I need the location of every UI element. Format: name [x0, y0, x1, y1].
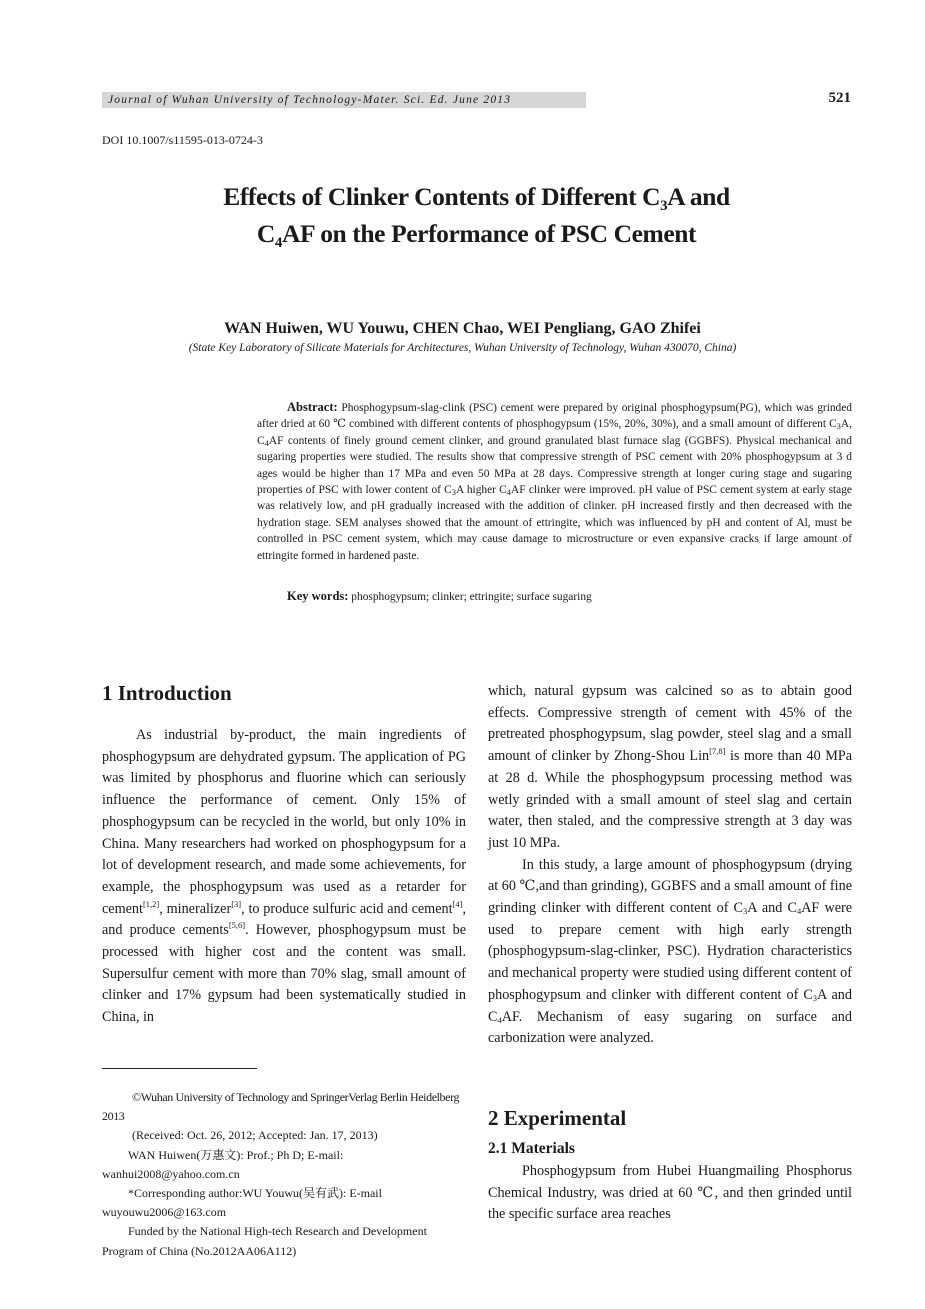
citation[interactable]: [7,8] [709, 746, 726, 757]
body-text: As industrial by-product, the main ingredients of phosphogypsum are dehydrated gypsum. The application of PG was limited by phosphorus and fluorine which can seriously influence the performance of cement. Only 15% of phosphogypsum can be recycled in the world, but only 10% in China. Many researchers had worked on phosphogypsum for a lot of development research, and made some achievements, for example, the phosphogypsum was used as a retarder for cement [102, 727, 466, 917]
body-text: , and produce cements [102, 900, 466, 939]
footnotes [102, 1088, 466, 1261]
body-text: is more than 40 MPa at 28 d. While the phosphogypsum processing method was wetly grinded with a small amount of steel slag and certain water, then staled, and the compressive strength at 3 day was just 10 MPa. [488, 748, 853, 851]
paper-title [120, 178, 833, 252]
materials-column [488, 1161, 852, 1226]
funding-note: Funded by the National High-tech Research and Development Program of China (No.2012AA06A112) [102, 1224, 427, 1258]
body-text: AF. Mechanism of easy sugaring on surface and carbonization were analyzed. [488, 1008, 852, 1047]
abstract-text: Phosphogypsum-slag-clink (PSC) cement were prepared by original phosphogypsum(PG), which was grinded after dried at 60 ℃ combined with different contents of phosphogypsum (15%, 20%, 30%), and a small amount of different C [257, 402, 852, 431]
body-paragraph [488, 855, 852, 1050]
abstract-text: AF clinker were improved. pH value of PSC cement system at early stage was relatively low, and pH gradually increased with the addition of clinker. pH increased firstly and then decreased with the hydration stage. SEM analyses showed that the amount of ettringite, which was influenced by pH and content of Al, must be controlled in PSC cement system, which may cause damage to microstructure or even expansive cracks if large amount of ettringite formed in hardened paste. [257, 484, 852, 562]
author-note: WAN Huiwen(万惠文): Prof.; Ph D; E-mail: wanhui2008@yahoo.com.cn [102, 1147, 344, 1181]
body-text: , mineralizer [159, 900, 232, 917]
abstract-label: Abstract: [287, 400, 338, 414]
footnote-divider [102, 1068, 257, 1069]
received-note: (Received: Oct. 26, 2012; Accepted: Jan. 17, 2013) [132, 1128, 378, 1143]
authors: WAN Huiwen, WU Youwu, CHEN Chao, WEI Pengliang, GAO Zhifei [224, 320, 701, 337]
body-text: which, natural gypsum was calcined so as to abtain good effects. Compressive strength of cement with 45% of the pretreated phosphogypsum, slag powder, steel slag and a small amount of clinker by Zhong-Shou Lin [488, 683, 852, 765]
abstract-text: AF contents of finely ground cement clinker, and ground granulated blast furnace slag (GGBFS). Physical mechanical and sugaring properties were studied. The results show that compressive strength of PSC cement with 20% phosphogypsum at 3 d ages would be higher than 17 MPa and even 50 MPa at 28 days. Compressive strength at longer curing stage and sugaring properties of PSC with lower content of C [257, 434, 852, 497]
body-text: In this study, a large amount of phosphogypsum (drying at 60 ℃,and than grinding), GGBFS and a small amount of fine grinding clinker with different content of C [488, 856, 852, 917]
title-part: AF on the Performance of PSC Cement [281, 219, 697, 248]
subscript: 4 [506, 487, 512, 498]
title-part: C [256, 219, 275, 248]
subscript: 3 [451, 487, 457, 498]
doi: DOI 10.1007/s11595-013-0724-3 [102, 133, 263, 147]
abstract-text: A, C [257, 418, 852, 447]
abstract-text: A higher C [456, 484, 507, 497]
citation[interactable]: [5,6] [228, 920, 246, 931]
right-column [488, 681, 852, 1050]
keywords-text: phosphogypsum; clinker; ettringite; surface sugaring [348, 591, 592, 603]
affiliation: (State Key Laboratory of Silicate Materials for Architectures, Wuhan University of Technology, Wuhan 430070, China) [188, 342, 737, 354]
citation[interactable]: [3] [231, 898, 242, 909]
heading-experimental: 2 Experimental [488, 1106, 627, 1130]
subscript: 4 [796, 906, 802, 917]
body-text: , to produce sulfuric acid and cement [241, 900, 453, 917]
abstract [257, 399, 852, 564]
body-text: . However, phosphogypsum must be processed with higher cost and the content was small. Supersulfur cement with more than 70% slag, small amount of clinker and 17% gypsum had been systematically studied in China, in [102, 922, 466, 1026]
copyright-note: ©Wuhan University of Technology and SpringerVerlag Berlin Heidelberg 2013 [102, 1090, 460, 1124]
keywords [287, 589, 592, 604]
subscript: 4 [264, 437, 269, 448]
subscript: 3 [812, 992, 818, 1003]
body-text: A and C [747, 900, 797, 917]
heading-materials: 2.1 Materials [488, 1140, 575, 1157]
citation[interactable]: [4] [452, 898, 463, 909]
keywords-label: Key words: [287, 589, 349, 603]
body-paragraph [488, 681, 852, 855]
heading-introduction: 1 Introduction [102, 681, 232, 705]
title-subscript: 4 [274, 235, 282, 251]
intro-column [102, 725, 466, 1029]
body-paragraph: Phosphogypsum from Hubei Huangmailing Phosphorus Chemical Industry, was dried at 60 ℃, and then grinded until the specific surface area reaches [488, 1163, 852, 1223]
corresponding-author-note: *Corresponding author:WU Youwu(吴有武): E-mail wuyouwu2006@163.com [102, 1186, 382, 1220]
subscript: 4 [497, 1014, 502, 1025]
body-text: A and C [488, 986, 852, 1025]
body-text: AF were used to prepare cement with high early strength (phosphogypsum-slag-clinker, PSC). Hydration characteristics and mechanical property were studied using different content of phosphogypsum and clinker with different content of C [488, 900, 853, 1003]
citation[interactable]: [1,2] [142, 898, 160, 909]
title-part: A and [667, 182, 730, 211]
title-subscript: 3 [660, 198, 668, 214]
page-number: 521 [828, 90, 851, 106]
subscript: 3 [743, 906, 748, 917]
journal-header: Journal of Wuhan University of Technology-Mater. Sci. Ed. June 2013 [102, 92, 586, 108]
title-part: Effects of Clinker Contents of Different C [223, 182, 661, 211]
intro-paragraph [102, 725, 466, 1029]
subscript: 3 [836, 421, 841, 432]
